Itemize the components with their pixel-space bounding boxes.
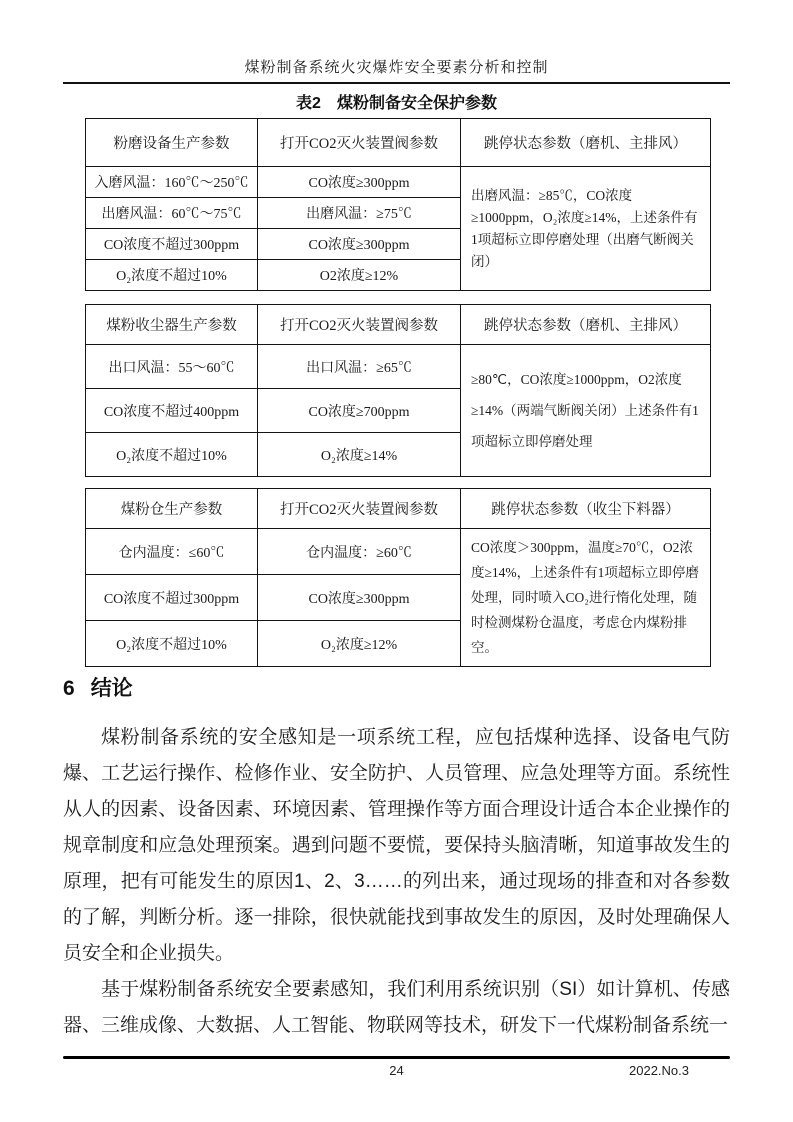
table-cell: 出口风温：55～60℃ xyxy=(86,345,258,389)
section-number: 6 xyxy=(63,677,75,700)
journal-header: 煤粉制备系统火灾爆炸安全要素分析和控制 xyxy=(244,59,549,76)
table-cell: CO浓度≥300ppm xyxy=(258,229,461,260)
section-heading xyxy=(63,672,133,702)
table-cell: O₂浓度≥12% xyxy=(258,621,461,667)
table-cell: CO浓度≥300ppm xyxy=(258,167,461,198)
page-number: 24 xyxy=(389,1063,404,1078)
column-header: 跳停状态参数（磨机、主排风） xyxy=(461,305,711,345)
table-cell: 仓内温度：≤60℃ xyxy=(86,529,258,575)
table-cell: O₂浓度不超过10% xyxy=(86,621,258,667)
column-header: 打开CO2灭火装置阀参数 xyxy=(258,305,461,345)
issue-label: 2022.No.3 xyxy=(629,1063,689,1078)
header-rule xyxy=(63,82,730,84)
column-header: 打开CO2灭火装置阀参数 xyxy=(258,119,461,167)
table-cell: CO浓度≥300ppm xyxy=(258,575,461,621)
column-header: 跳停状态参数（收尘下料器） xyxy=(461,489,711,529)
table-caption: 表2 煤粉制备安全保护参数 xyxy=(296,95,497,112)
body-paragraph: 煤粉制备系统的安全感知是一项系统工程，应包括煤种选择、设备电气防爆、工艺运行操作、检修作业、安全防护、人员管理、应急处理等方面。系统性从人的因素、设备因素、环境因素、管理操作等方面合理设计适合本企业操作的规章制度和应急处理预案。遇到问题不要慌，要保持头脑清晰，知道事故发生的原理，把有可能发生的原因1、2、3……的列出来，通过现场的排查和对各参数的了解，判断分析。逐一排除，很快就能找到事故发生的原因，及时处理确保人员安全和企业损失。 xyxy=(63,727,730,964)
body-paragraph: 基于煤粉制备系统安全要素感知，我们利用系统识别（SI）如计算机、传感器、三维成像、大数据、人工智能、物联网等技术，研发下一代煤粉制备系统一 xyxy=(63,979,730,1036)
table-cell: CO浓度不超过300ppm xyxy=(86,575,258,621)
table-mill-equipment xyxy=(85,118,711,291)
column-header: 打开CO2灭火装置阀参数 xyxy=(258,489,461,529)
table-cell: O2浓度≥12% xyxy=(258,260,461,291)
table-cell: 出磨风温：≥75℃ xyxy=(258,198,461,229)
column-header: 煤粉仓生产参数 xyxy=(86,489,258,529)
table-cell: 仓内温度：≥60℃ xyxy=(258,529,461,575)
column-header: 粉磨设备生产参数 xyxy=(86,119,258,167)
table-cell-merged: ≥80℃，CO浓度≥1000ppm，O2浓度≥14%（两端气断阀关闭）上述条件有1项超标立即停磨处理 xyxy=(461,345,711,477)
table-cell: 出口风温：≥65℃ xyxy=(258,345,461,389)
footer-rule xyxy=(63,1056,730,1059)
body-text xyxy=(63,720,730,1044)
table-cell: 出磨风温：60℃～75℃ xyxy=(86,198,258,229)
table-coal-bunker xyxy=(85,488,711,667)
table-cell: CO浓度不超过300ppm xyxy=(86,229,258,260)
table-cell: CO浓度≥700ppm xyxy=(258,389,461,433)
table-cell-merged: CO浓度＞300ppm，温度≥70℃，O2浓度≥14%，上述条件有1项超标立即停磨处理，同时喷入CO₂进行惰化处理，随时检测煤粉仓温度，考虑仓内煤粉排空。 xyxy=(461,529,711,667)
section-title: 结论 xyxy=(90,677,133,700)
column-header: 煤粉收尘器生产参数 xyxy=(86,305,258,345)
table-cell: O₂浓度≥14% xyxy=(258,433,461,477)
table-cell: O₂浓度不超过10% xyxy=(86,260,258,291)
table-cell-merged: 出磨风温：≥85℃，CO浓度≥1000ppm，O₂浓度≥14%，上述条件有1项超标立即停磨处理（出磨气断阀关闭） xyxy=(461,167,711,291)
table-cell: 入磨风温：160℃～250℃ xyxy=(86,167,258,198)
column-header: 跳停状态参数（磨机、主排风） xyxy=(461,119,711,167)
table-cell: O₂浓度不超过10% xyxy=(86,433,258,477)
table-cell: CO浓度不超过400ppm xyxy=(86,389,258,433)
table-dust-collector xyxy=(85,304,711,477)
